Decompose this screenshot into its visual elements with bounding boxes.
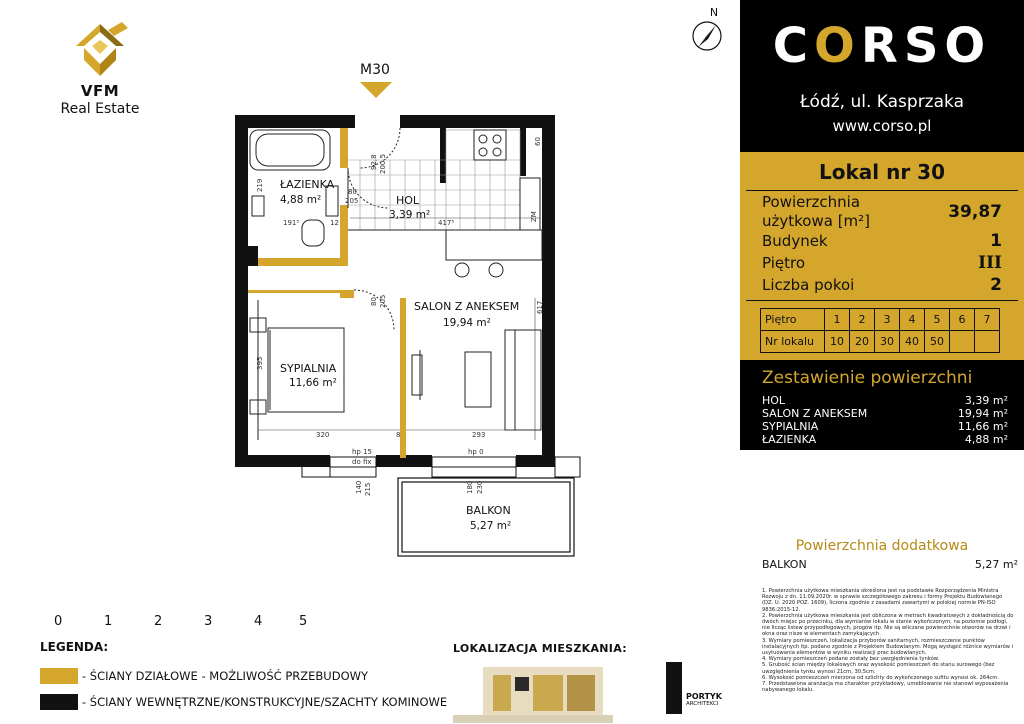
prop-value: 2 xyxy=(990,275,1002,295)
building-location-icon xyxy=(453,655,613,723)
extra-area: 5,27 m² xyxy=(974,558,1018,571)
location-title: LOKALIZACJA MIESZKANIA: xyxy=(453,642,627,655)
dim-label: ZM xyxy=(530,211,538,222)
dim-label: 417⁵ xyxy=(438,219,455,227)
unit-code: M30 xyxy=(360,62,390,78)
footnotes xyxy=(762,588,1014,693)
black-swatch-icon xyxy=(40,694,78,710)
table-row xyxy=(761,331,1000,353)
footnote: 4. Wymiary pomieszczeń podane zostały bez uwzględnienia tynków. xyxy=(762,656,940,663)
divider xyxy=(746,190,1018,191)
table-cell: 2 xyxy=(850,309,875,331)
footnote: 1. Powierzchnia użytkowa mieszkania określona jest na podstawie Rozporządzenia Ministra Rozwoju z dn. 11.09.2020r. w sprawie szczegółowego zakresu i formy Projektu Budowlanego (DZ. U. 2020 POZ. 1609), liczona zgodnie z zasadami zawartymi w polskiej normie PN-ISO 9836:2015-12. xyxy=(762,588,1003,613)
summary-row xyxy=(762,420,1008,433)
summary-area: 4,88 m² xyxy=(964,433,1008,446)
dim-label: 219 xyxy=(256,178,264,192)
scale-label: 2 xyxy=(154,614,163,629)
summary-name: HOL xyxy=(762,394,786,407)
table-cell: 30 xyxy=(875,331,900,353)
north-label: N xyxy=(709,6,719,19)
gold-swatch-icon xyxy=(40,668,78,684)
portyk-name: PORTYK xyxy=(686,692,722,701)
dim-label: 8 xyxy=(396,431,401,439)
dim-label: 80 xyxy=(348,188,357,196)
scale-label: 3 xyxy=(204,614,213,629)
dim-label: 12 xyxy=(330,219,339,227)
table-cell: 7 xyxy=(975,309,1000,331)
summary-row xyxy=(762,394,1008,407)
prop-label: Piętro xyxy=(762,254,806,272)
dim-label: 617 xyxy=(536,300,544,314)
logo-subtitle: Real Estate xyxy=(60,101,140,117)
prop-value: III xyxy=(978,253,1002,273)
location-map xyxy=(453,655,613,723)
table-cell: 3 xyxy=(875,309,900,331)
footnote: 2. Powierzchnia użytkowa mieszkania jest obliczona w metrach kwadratowych z dokładnością do dwóch miejsc po przecinku, dla wymiarów lokalu w stanie wykończonym, na poziomie podłogi, nie licząc listew przypodłogowych, progów itp. Nie są wliczane powierzchnie otworów na drzwi i okna oraz nisze w elementach zamykających. xyxy=(762,612,1014,638)
summary-name: SYPIALNIA xyxy=(762,420,819,433)
extra-area-title: Powierzchnia dodatkowa xyxy=(795,538,969,554)
table-cell: 40 xyxy=(900,331,925,353)
table-cell: 6 xyxy=(950,309,975,331)
entry-marker-icon xyxy=(360,82,392,98)
footnote: 5. Grubość ścian między lokalowych oraz wysokość pomieszczeń do stanu surowego (bez uwzględnienia tynku wynosi 21cm, 30,5cm. xyxy=(762,662,995,675)
dim-label: do fix xyxy=(352,458,372,466)
logo-brand: VFM xyxy=(80,82,120,100)
legend-text: - ŚCIANY DZIAŁOWE - MOŻLIWOŚĆ PRZEBUDOWY xyxy=(82,669,369,683)
scale-label: 0 xyxy=(54,614,63,629)
room-area-hol: 3,39 m² xyxy=(389,209,431,221)
legend-item-partition xyxy=(40,668,368,684)
portyk-logo xyxy=(666,660,722,716)
prop-value: 39,87 xyxy=(948,202,1002,222)
dim-label: 180 xyxy=(466,480,474,494)
summary-name: SALON Z ANEKSEM xyxy=(762,407,868,420)
prop-label: Powierzchnia użytkowa [m²] xyxy=(762,193,871,230)
table-header: Piętro xyxy=(761,309,825,331)
dim-label: 191⁵ xyxy=(283,219,300,227)
room-name-hol: HOL xyxy=(396,194,420,207)
room-area-salon: 19,94 m² xyxy=(443,317,491,329)
dim-label: 395 xyxy=(256,356,264,370)
summary-name: ŁAZIENKA xyxy=(762,433,817,446)
dim-label: hp 0 xyxy=(468,448,484,456)
dim-label: 92,8 xyxy=(370,154,378,170)
legend-text: - ŚCIANY WEWNĘTRZNE/KONSTRUKCYJNE/SZACHTY KOMINOWE xyxy=(82,695,448,709)
prop-label: Liczba pokoi xyxy=(762,276,855,294)
footnote: 6. Wysokość pomieszczeń mierzona od szlichty do wykończonego sufitu wynosi ok. 264cm. xyxy=(762,674,999,681)
table-cell: 4 xyxy=(900,309,925,331)
info-panel xyxy=(740,0,1024,724)
room-name-sypialnia: SYPIALNIA xyxy=(280,362,337,375)
dim-label: 60 xyxy=(534,137,542,146)
project-address: Łódź, ul. Kasprzaka xyxy=(800,92,964,112)
floor-unit-table xyxy=(760,308,1000,353)
table-cell: 50 xyxy=(925,331,950,353)
scale-label: 1 xyxy=(104,614,113,629)
legend-title: LEGENDA: xyxy=(40,640,109,654)
footnote: 3. Wymiary pomieszczeń, lokalizacja przyborów sanitarnych, rozmieszczenie punktów instalacyjnych itp. podano zgodnie z Projektem Budowlanym. Mogą wystąpić różnice wymiarów i usytuowania elementów w wyniku realizacji prac budowlanych. xyxy=(762,637,1014,657)
room-area-balkon: 5,27 m² xyxy=(470,520,512,532)
project-website[interactable]: www.corso.pl xyxy=(832,117,932,135)
summary-area: 19,94 m² xyxy=(957,407,1008,420)
dim-label: 80 xyxy=(370,297,378,306)
summary-row xyxy=(762,407,1008,420)
room-name-balkon: BALKON xyxy=(466,504,511,517)
table-header: Nr lokalu xyxy=(761,331,825,353)
table-cell xyxy=(975,331,1000,353)
extra-area-row xyxy=(762,558,1018,571)
dim-label: 230 xyxy=(476,480,484,494)
table-cell: 1 xyxy=(825,309,850,331)
room-area-sypialnia: 11,66 m² xyxy=(289,377,337,389)
legend-item-structural xyxy=(40,694,447,710)
prop-value: 1 xyxy=(990,231,1002,251)
dim-label: hp 15 xyxy=(352,448,373,456)
extra-name: BALKON xyxy=(762,558,807,571)
table-row xyxy=(761,309,1000,331)
dim-label: 200,5 xyxy=(379,153,387,174)
project-logo xyxy=(740,18,1024,74)
portyk-sub: ARCHITEKCI xyxy=(686,701,719,707)
scale-label: 5 xyxy=(299,614,308,629)
portyk-mark-icon xyxy=(666,662,682,714)
summary-title: Zestawienie powierzchni xyxy=(762,368,973,388)
unit-title: Lokal nr 30 xyxy=(819,160,945,184)
dim-label: 205 xyxy=(345,197,359,205)
prop-label: Budynek xyxy=(762,232,828,250)
summary-row xyxy=(762,433,1008,446)
summary-area: 11,66 m² xyxy=(957,420,1008,433)
table-cell: 20 xyxy=(850,331,875,353)
dim-label: 293 xyxy=(472,431,486,439)
footnote: 7. Przedstawiona aranżacja ma charakter przykładowy, umeblowanie nie stanowi wyposażenia nabywanego lokalu. xyxy=(762,681,1009,694)
scale-label: 4 xyxy=(254,614,263,629)
summary-area: 3,39 m² xyxy=(964,394,1008,407)
room-name-lazienka: ŁAZIENKA xyxy=(280,178,335,191)
dim-label: 205 xyxy=(379,294,387,308)
dim-label: 320 xyxy=(316,431,330,439)
project-name: CORSO xyxy=(772,18,992,74)
dim-label: 140 xyxy=(355,480,363,494)
table-cell: 5 xyxy=(925,309,950,331)
room-name-salon: SALON Z ANEKSEM xyxy=(414,300,520,313)
room-area-lazienka: 4,88 m² xyxy=(280,194,322,206)
divider xyxy=(746,300,1018,301)
table-cell xyxy=(950,331,975,353)
table-cell: 10 xyxy=(825,331,850,353)
dim-label: 215 xyxy=(364,482,372,496)
